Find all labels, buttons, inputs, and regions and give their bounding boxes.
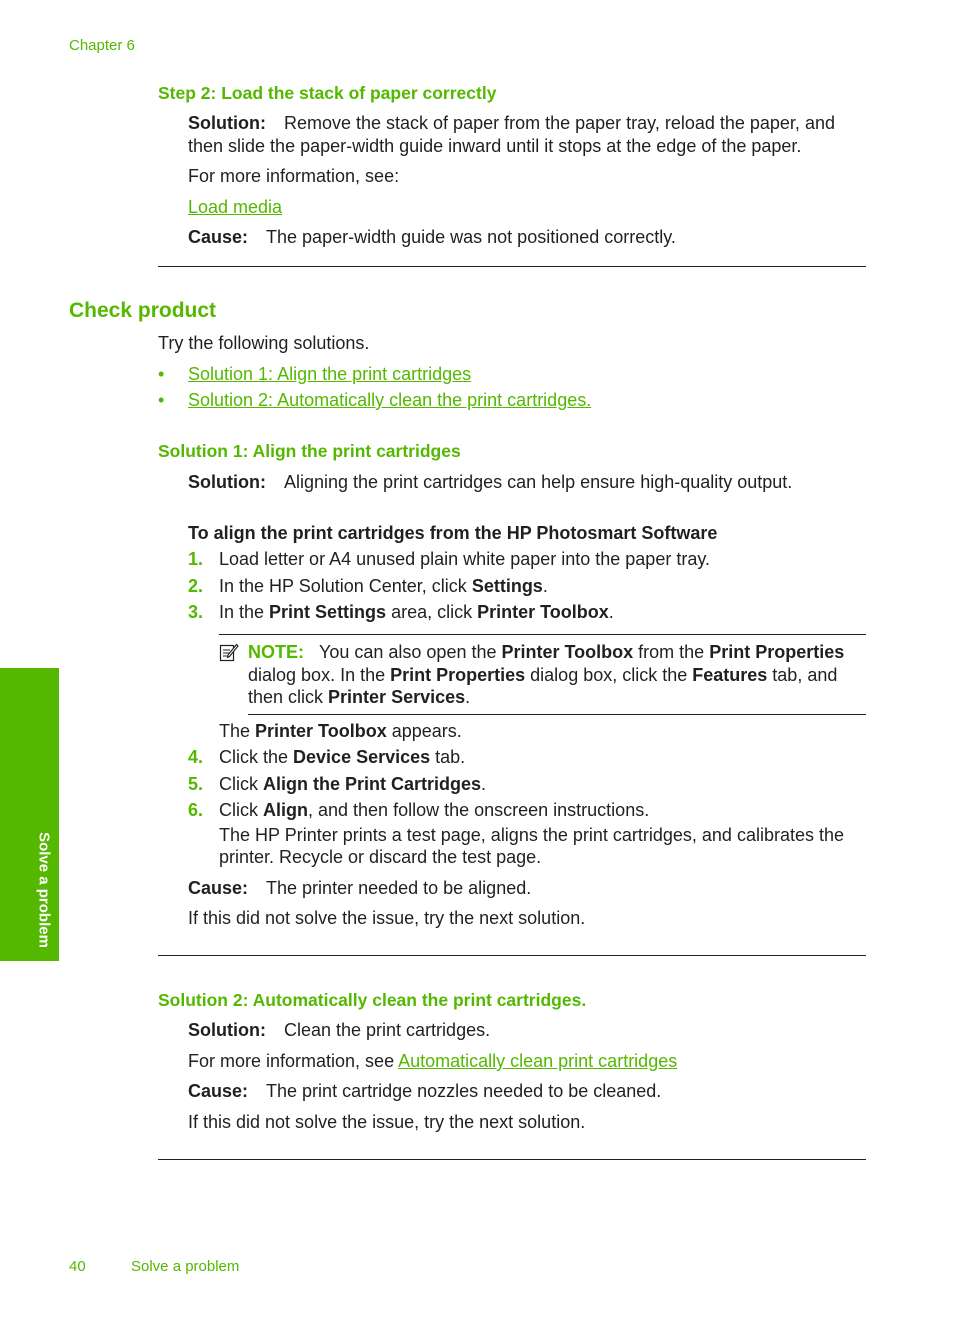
step5-text [219,774,486,795]
note-text: You can also open the [319,642,502,662]
cause-label: Cause: [188,227,249,247]
note-line2 [248,665,837,686]
bullet-icon: • [158,364,165,384]
printer-services-term: Printer Services [328,687,466,707]
step4-text [219,747,465,768]
solution2-next: If this did not solve the issue, try the next solution. [188,1112,586,1132]
footer-section: Solve a problem [131,1258,240,1275]
step-text: The [219,721,256,741]
step1-text: Load letter or A4 unused plain white paper into the paper tray. [219,549,710,569]
step-text: area, click [386,602,478,622]
step-text: . [608,602,614,622]
align-cartridges-term: Align the Print Cartridges [263,774,482,794]
solution1-next: If this did not solve the issue, try the next solution. [188,908,586,928]
step2-solution-line2: then slide the paper-width guide inward until it stops at the edge of the paper. [188,136,802,156]
solution2-heading: Solution 2: Automatically clean the print cartridges. [158,990,587,1010]
chapter-label: Chapter 6 [69,37,135,54]
step-text: Click [219,774,263,794]
step-text: In the HP Solution Center, click [219,576,472,596]
step-text: , and then follow the onscreen instructions. [308,800,650,820]
cause-text: The printer needed to be aligned. [266,878,532,898]
step-number: 6. [188,800,204,820]
cause-label: Cause: [188,1081,249,1101]
solution1-cause [188,878,531,899]
note-text: tab, and [767,665,838,685]
section-tab-label: Solve a problem [35,832,53,948]
step2-heading: Step 2: Load the stack of paper correctly [158,83,497,103]
cause-label: Cause: [188,878,249,898]
toolbox-appears [219,721,462,742]
step-number: 1. [188,549,204,569]
align-term: Align [263,800,308,820]
step-number: 3. [188,602,204,622]
bullet-icon: • [158,390,165,410]
solution-label: Solution: [188,1020,266,1040]
print-properties-term: Print Properties [390,665,526,685]
solution-text: Clean the print cartridges. [283,1020,491,1040]
more-info-text: For more information, see [188,1051,399,1071]
note-text: dialog box, click the [525,665,693,685]
divider [158,955,866,956]
note-bottom-rule [248,714,866,715]
divider [158,266,866,267]
note-text: from the [633,642,710,662]
check-product-intro: Try the following solutions. [158,333,370,353]
step-number: 5. [188,774,204,794]
note-text: dialog box. In the [248,665,391,685]
note-line1 [248,642,844,663]
print-settings-term: Print Settings [269,602,387,622]
step-text: Click [219,800,263,820]
printer-toolbox-term: Printer Toolbox [501,642,634,662]
note-text: . [465,687,471,707]
note-text: then click [248,687,329,707]
note-pencil-icon [219,642,239,662]
procedure-title: To align the print cartridges from the HP Photosmart Software [188,523,718,543]
load-media-link[interactable]: Load media [188,197,283,217]
cause-text: The print cartridge nozzles needed to be cleaned. [266,1081,662,1101]
note-top-rule [219,634,866,635]
printer-toolbox-term: Printer Toolbox [477,602,609,622]
step-number: 4. [188,747,204,767]
solution2-link[interactable]: Solution 2: Automatically clean the print cartridges. [188,390,592,410]
step-number: 2. [188,576,204,596]
step3-text [219,602,614,623]
step-text: tab. [430,747,466,767]
solution2-cause [188,1081,661,1102]
step-text: . [481,774,487,794]
step-text: . [542,576,548,596]
page-number: 40 [69,1258,86,1275]
step-text: Click the [219,747,294,767]
solution-text: Remove the stack of paper from the paper tray, reload the paper, and [283,113,835,133]
step-text: appears. [386,721,462,741]
cause-text: The paper-width guide was not positioned correctly. [266,227,676,247]
check-product-heading: Check product [69,299,217,322]
step2-cause [188,227,676,248]
auto-clean-link[interactable]: Automatically clean print cartridges [398,1051,678,1071]
solution2-more-info [188,1051,677,1072]
solution1-heading: Solution 1: Align the print cartridges [158,441,461,461]
device-services-term: Device Services [293,747,431,767]
note-line3 [248,687,470,708]
step-text: In the [219,602,270,622]
solution-label: Solution: [188,113,266,133]
solution-label: Solution: [188,472,266,492]
step2-more-info: For more information, see: [188,166,400,186]
printer-toolbox-term: Printer Toolbox [255,721,387,741]
solution-text: Aligning the print cartridges can help ensure high-quality output. [283,472,793,492]
step2-solution-line1 [188,113,835,134]
solution1-solution [188,472,792,493]
note-label: NOTE: [248,642,304,662]
step6-detail-line1: The HP Printer prints a test page, aligns the print cartridges, and calibrates the [219,825,844,845]
print-properties-term: Print Properties [709,642,845,662]
features-term: Features [692,665,768,685]
solution2-solution [188,1020,490,1041]
step6-detail-line2: printer. Recycle or discard the test page. [219,847,542,867]
divider [158,1159,866,1160]
settings-term: Settings [471,576,543,596]
step6-text [219,800,649,821]
solution1-link[interactable]: Solution 1: Align the print cartridges [188,364,472,384]
step2-text [219,576,548,597]
